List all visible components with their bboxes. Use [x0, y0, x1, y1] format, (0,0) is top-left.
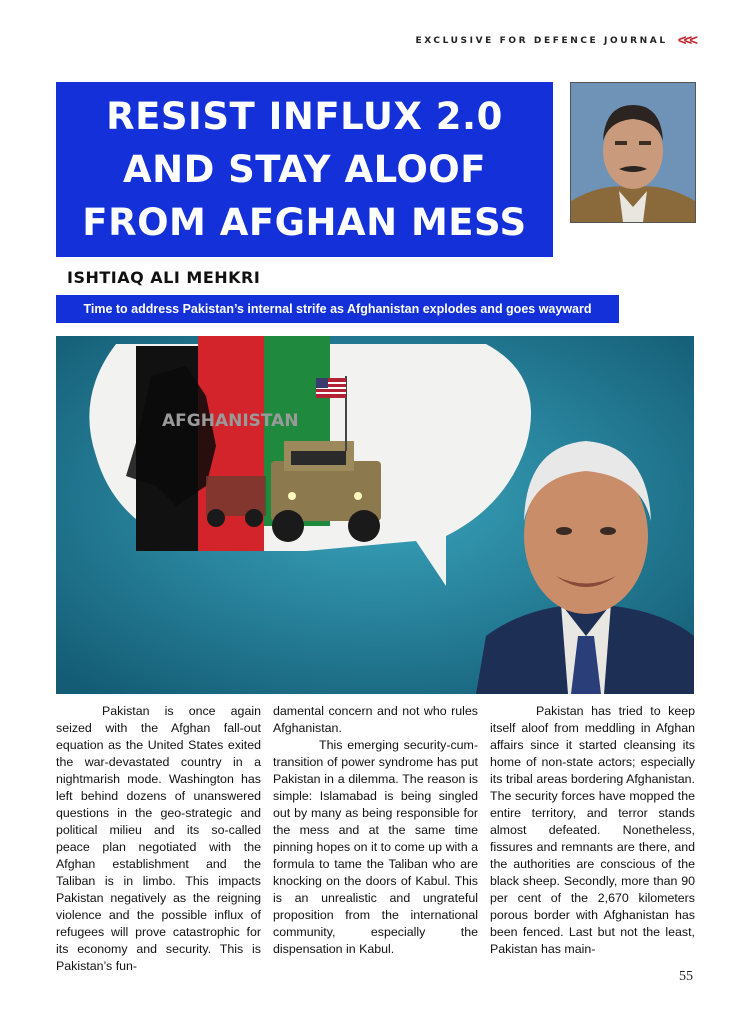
- author-name: ISHTIAQ ALI MEHKRI: [67, 268, 261, 287]
- body-column-2: [273, 703, 478, 958]
- subtitle-banner: [56, 295, 619, 323]
- page-number: 55: [679, 969, 693, 984]
- body-column-2-paragraph-1: damental concern and not who rules Afghanistan.: [273, 704, 478, 735]
- article-subtitle: Time to address Pakistan’s internal strife as Afghanistan explodes and goes wayward: [83, 302, 592, 316]
- triple-chevron-left-icon: <<<: [677, 32, 695, 49]
- author-photo: [570, 82, 696, 223]
- title-banner: [56, 82, 553, 257]
- body-column-3: Pakistan has tried to keep itself aloof from meddling in Afghan affairs since it started cleansing its home of non-state actors; especially its tribal areas bordering Afghanistan. The security forces have mopped the entire territory, and terror stands almost defeated. Nonetheless, fissures and remnants are there, and the authorities are conscious of the black sheep. Secondly, more than 90 per cent of the 2,670 kilometers porous border with Afghanistan has been fenced. Last but not the least, Pakistan has main-: [490, 704, 695, 956]
- hero-graphic: [56, 336, 694, 694]
- body-column-1: Pakistan is once again seized with the Afghan fall-out equation as the United States exited the war-devastated country in a nightmarish mode. Washington has left behind dozens of unanswered questions in the geo-strategic and political milieu and its so-called peace plan negotiated with the Afghan establishment and the Taliban is in limbo. This impacts Pakistan negatively as the reigning violence and the possible influx of refugees will prove catastrophic for its economy and security. This is Pakistan’s fun-: [56, 704, 261, 973]
- kicker-text: EXCLUSIVE FOR DEFENCE JOURNAL: [415, 35, 668, 46]
- section-kicker: [415, 33, 695, 48]
- article-title: RESIST INFLUX 2.0 AND STAY ALOOF FROM AFGHAN MESS: [82, 95, 527, 244]
- hero-illustration: [56, 336, 694, 694]
- author-portrait-graphic: [571, 83, 695, 222]
- body-column-2-paragraph-2: This emerging security-cum-transition of power syndrome has put Pakistan in a dilemma. The reason is simple: Islamabad is being singled out by many as being responsible for the mess and at the same time pinning hopes on it to come up with a formula to tame the Taliban who are knocking on the doors of Kabul. This is an unrealistic and ungrateful proposition from the international community, especially the dispensation in Kabul.: [273, 738, 478, 956]
- map-label: AFGHANISTAN: [162, 411, 299, 431]
